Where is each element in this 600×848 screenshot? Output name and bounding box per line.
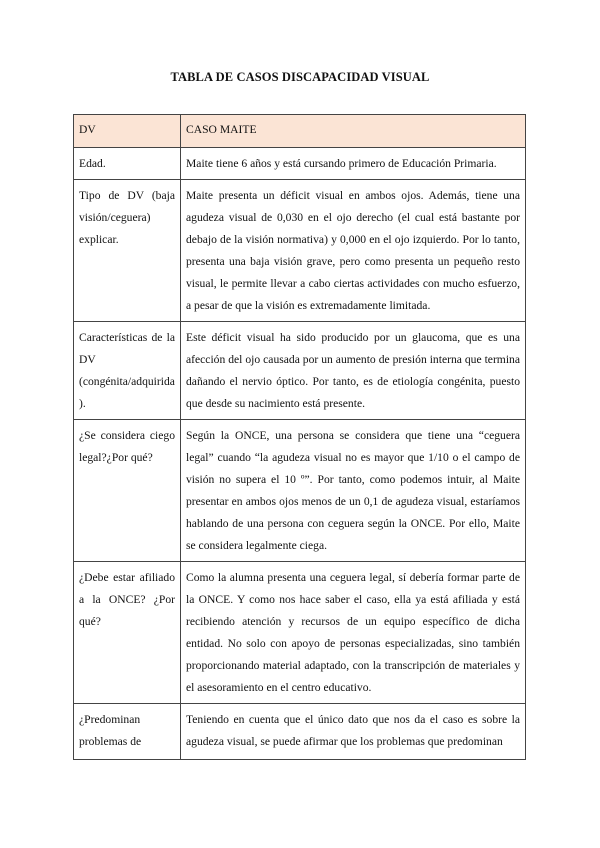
row-text: Según la ONCE, una persona se considera que tiene una “ceguera legal” cuando “la agudeza visual no es mayor que 1/10 o el campo de visión no supera el 10 º”. Por tanto, como podemos intuir, al Maite presentar en ambos ojos menos de un 0,1 de agudeza visual, estaríamos hablando de una persona con ceguera según la ONCE. Por ello, Maite se considera legalmente ciega. xyxy=(181,420,526,562)
header-cell-dv: DV xyxy=(74,115,181,148)
row-text: Maite presenta un déficit visual en ambos ojos. Además, tiene una agudeza visual de 0,030 en el ojo derecho (el cual está bastante por debajo de la visión normativa) y 0,000 en el ojo izquierdo. Por lo tanto, presenta una baja visión grave, pero como presenta un pequeño resto visual, le permite llevar a cabo ciertas actividades con mucho esfuerzo, a pesar de que la visión es extremadamente limitada. xyxy=(181,180,526,322)
row-text-truncated: Teniendo en cuenta que el único dato que nos da el caso es sobre la agudeza visual, se puede afirmar que los problemas que predominan xyxy=(186,713,520,748)
table-row xyxy=(74,420,526,562)
header-cell-caso: CASO MAITE xyxy=(181,115,526,148)
table-row xyxy=(74,704,526,760)
table-header-row xyxy=(74,115,526,148)
row-text xyxy=(181,704,526,760)
row-label: Características de la DV (congénita/adquirida). xyxy=(74,322,181,420)
row-text: Como la alumna presenta una ceguera legal, sí debería formar parte de la ONCE. Y como nos hace saber el caso, ella ya está afiliada y está recibiendo atención y recursos de un equipo específico de dicha entidad. No solo con apoyo de personas especializadas, sino también proporcionando material adaptado, con la transcripción de materiales y el asesoramiento en el centro educativo. xyxy=(181,562,526,704)
row-text: Este déficit visual ha sido producido por un glaucoma, que es una afección del ojo causada por un aumento de presión interna que termina dañando el nervio óptico. Por tanto, es de etiología congénita, puesto que desde su nacimiento está presente. xyxy=(181,322,526,420)
row-label xyxy=(74,704,181,760)
table-row xyxy=(74,562,526,704)
row-text: Maite tiene 6 años y está cursando primero de Educación Primaria. xyxy=(181,148,526,180)
row-label: Tipo de DV (baja visión/ceguera) explicar. xyxy=(74,180,181,322)
row-label: ¿Se considera ciego legal?¿Por qué? xyxy=(74,420,181,562)
row-label-truncated: ¿Predominan problemas de xyxy=(79,713,142,748)
table-row xyxy=(74,148,526,180)
row-label: ¿Debe estar afiliado a la ONCE? ¿Por qué? xyxy=(74,562,181,704)
table-row xyxy=(74,322,526,420)
cases-table xyxy=(73,114,526,760)
table-row xyxy=(74,180,526,322)
row-label: Edad. xyxy=(74,148,181,180)
page-title: TABLA DE CASOS DISCAPACIDAD VISUAL xyxy=(170,70,430,84)
